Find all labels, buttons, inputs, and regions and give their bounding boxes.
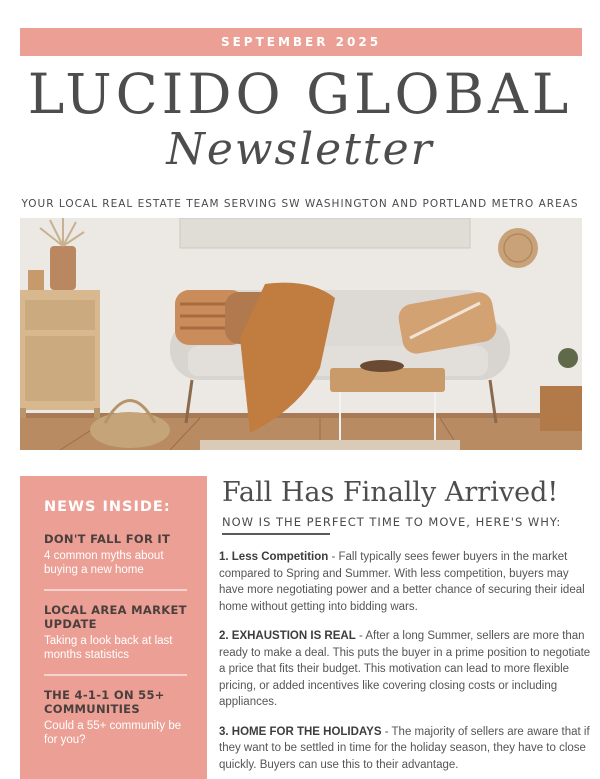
sidebar-item-heading: THE 4-1-1 ON 55+ COMMUNITIES <box>44 688 165 716</box>
sidebar-item-heading: DON'T FALL FOR IT <box>44 532 171 546</box>
sidebar-item-text: Could a 55+ community be for you? <box>44 720 182 746</box>
sidebar-item-market-update[interactable] <box>44 603 187 676</box>
sidebar-item-heading: LOCAL AREA MARKET UPDATE <box>44 603 187 631</box>
article-title: Fall Has Finally Arrived! <box>222 477 559 508</box>
point-heading: 3. HOME FOR THE HOLIDAYS <box>219 725 382 738</box>
article-point <box>219 628 591 711</box>
hero-living-room-photo <box>20 218 582 450</box>
point-text: - The majority of sellers are aware that if they want to be settled in time for the holiday season, they have to close quickly. Buyers can use this to their advantage. <box>219 725 590 771</box>
sidebar-item-text: 4 common myths about buying a new home <box>44 550 164 576</box>
article-subtitle: NOW IS THE PERFECT TIME TO MOVE, HERE'S WHY: <box>222 515 562 529</box>
article-divider <box>222 533 330 535</box>
masthead-title: LUCIDO GLOBAL <box>27 62 573 126</box>
sidebar-item-text: Taking a look back at last months statistics <box>44 635 173 661</box>
sidebar-title: NEWS INSIDE: <box>44 499 171 515</box>
newsletter-script-title: Newsletter <box>166 124 434 175</box>
article-point <box>219 724 591 774</box>
point-heading: 1. Less Competition <box>219 551 329 563</box>
news-inside-sidebar <box>20 476 207 779</box>
article-points <box>219 549 591 779</box>
point-text: - After a long Summer, sellers are more than ready to make a deal. This puts the buyer in a prime position to negotiate a price that fits their budget. This motivation can lead to more flexible pricing, or added incentives like covering closing costs or including appliances. <box>219 630 591 708</box>
tagline: YOUR LOCAL REAL ESTATE TEAM SERVING SW WASHINGTON AND PORTLAND METRO AREAS <box>21 198 579 210</box>
sidebar-item-55-communities[interactable] <box>44 688 187 759</box>
article-point <box>219 549 591 615</box>
sidebar-item-dont-fall[interactable] <box>44 532 187 591</box>
point-text: - Fall typically sees fewer buyers in the market compared to Spring and Summer. With less competition, buyers may have more negotiating power and a better chance of securing their ideal home without getting into bidding wars. <box>219 551 585 613</box>
issue-date-banner: SEPTEMBER 2025 <box>20 28 582 56</box>
point-heading: 2. EXHAUSTION IS REAL <box>219 630 356 642</box>
